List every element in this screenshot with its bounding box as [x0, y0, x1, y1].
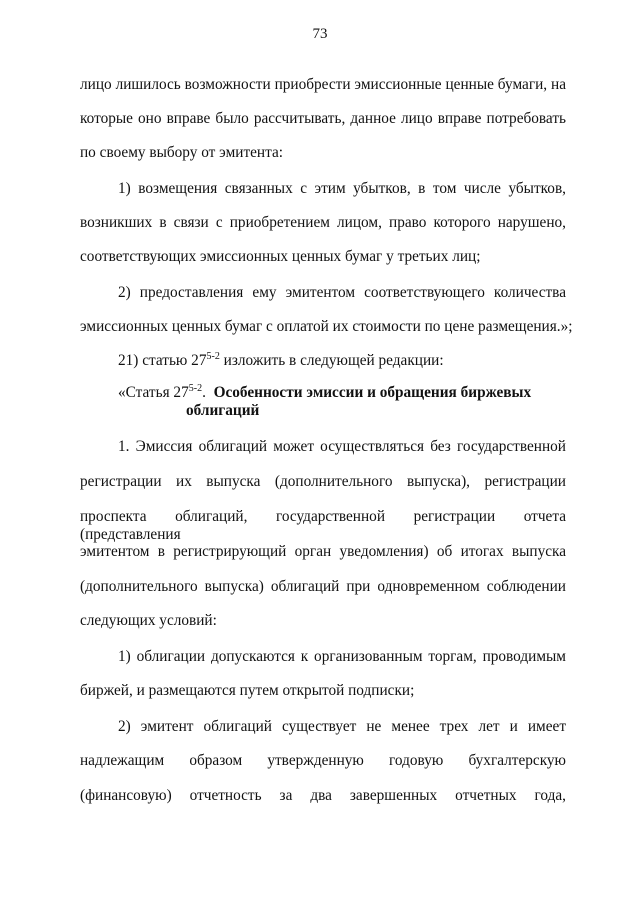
- article-label-dot: .: [202, 384, 206, 401]
- text-line: 1) облигации допускаются к организованным торгам, проводимым: [118, 648, 566, 665]
- text-line: соответствующих эмиссионных ценных бумаг у третьих лиц;: [80, 248, 481, 265]
- superscript: 5-2: [206, 351, 220, 362]
- text-line: по своему выбору от эмитента:: [80, 144, 284, 161]
- text-line: (дополнительного выпуска) облигаций при одновременном соблюдении: [80, 578, 566, 595]
- superscript: 5-2: [188, 383, 203, 394]
- text-line: 1) возмещения связанных с этим убытков, в том числе убытков,: [118, 180, 566, 197]
- text-line: (финансовую) отчетность за два завершенных отчетных года,: [80, 787, 566, 804]
- text-line: 2) предоставления ему эмитентом соответствующего количества: [118, 284, 566, 301]
- text-line: 2) эмитент облигаций существует не менее трех лет и имеет: [118, 718, 566, 735]
- article-title: Особенности эмиссии и обращения биржевых: [213, 384, 532, 401]
- amendment-item-suffix: изложить в следующей редакции:: [219, 352, 444, 369]
- amendment-item: [118, 352, 566, 370]
- article-title-continued: облигаций: [186, 402, 260, 419]
- text-line: следующих условий:: [80, 612, 217, 629]
- text-line: возникших в связи с приобретением лицом, право которого нарушено,: [80, 214, 566, 231]
- text-line: эмиссионных ценных бумаг с оплатой их стоимости по цене размещения.»;: [80, 318, 573, 335]
- text-line: 1. Эмиссия облигаций может осуществляться без государственной: [118, 438, 566, 455]
- text-line: надлежащим образом утвержденную годовую бухгалтерскую: [80, 752, 566, 769]
- text-line: биржей, и размещаются путем открытой подписки;: [80, 682, 415, 699]
- article-heading: [118, 383, 566, 419]
- article-label: «Статья 27: [118, 384, 189, 401]
- text-line: которые оно вправе было рассчитывать, данное лицо вправе потребовать: [80, 110, 566, 127]
- text-line: лицо лишилось возможности приобрести эмиссионные ценные бумаги, на: [80, 76, 566, 93]
- text-line: регистрации их выпуска (дополнительного выпуска), регистрации: [80, 473, 566, 490]
- text-line: эмитентом в регистрирующий орган уведомления) об итогах выпуска: [80, 543, 566, 560]
- amendment-item-prefix: 21) статью 27: [118, 352, 207, 369]
- text-line: проспекта облигаций, государственной регистрации отчета (представления: [80, 508, 566, 543]
- page-number: 73: [312, 26, 328, 42]
